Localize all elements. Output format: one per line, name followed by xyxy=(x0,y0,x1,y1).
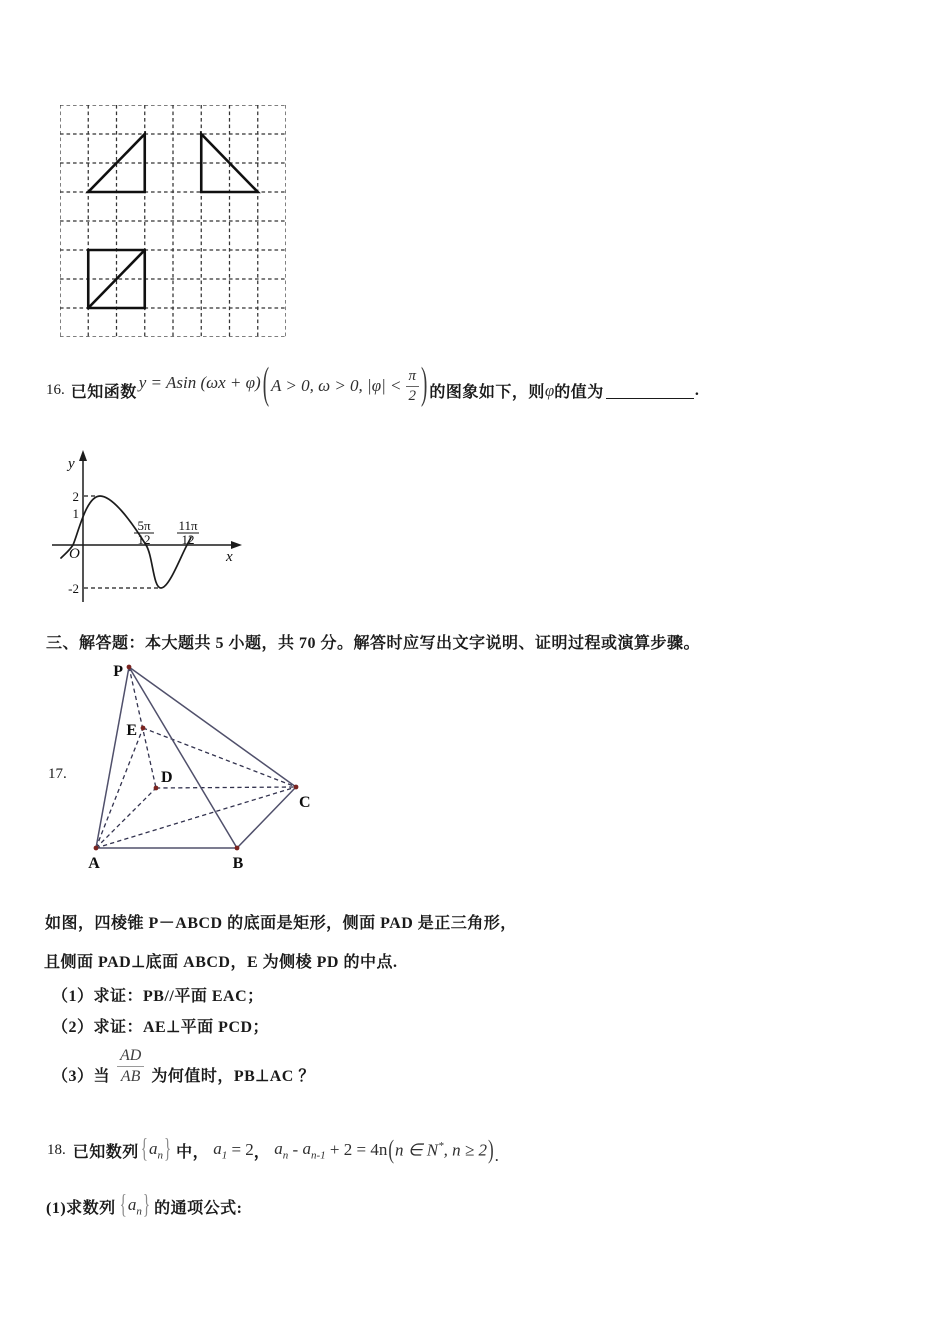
q18-period: . xyxy=(494,1146,499,1165)
q17-item-3-post: 为何值时，PB⊥AC ？ xyxy=(151,1068,315,1085)
fraction-denominator: AB xyxy=(120,1068,141,1085)
x-tick1-denominator: 12 xyxy=(137,532,151,547)
x-tick1-numerator: 5π xyxy=(137,518,151,533)
recurrence-a-n-1 xyxy=(302,1139,325,1161)
y-tick-2: 2 xyxy=(72,489,79,504)
vertex-dot-d xyxy=(154,786,159,791)
q18-mid: 中， xyxy=(176,1143,210,1161)
fraction-numerator: AD xyxy=(120,1047,142,1064)
a1-base: a xyxy=(213,1138,222,1158)
fraction-pi-over-2 xyxy=(406,369,420,404)
r-b: a xyxy=(302,1138,311,1158)
vertex-label-b: B xyxy=(232,855,244,872)
q16-phi-symbol: φ xyxy=(544,380,555,400)
question-16 xyxy=(46,360,699,412)
question-16-number: 16. xyxy=(46,382,65,398)
vertex-dot-e xyxy=(141,726,146,731)
edge-ae xyxy=(96,728,143,848)
section-heading: 三、解答题：本大题共 5 小题，共 70 分。解答时应写出文字说明、证明过程或演算步骤。 xyxy=(46,635,701,652)
answer-blank xyxy=(606,383,694,399)
seq-a-n xyxy=(128,1195,142,1217)
x-tick2-denominator: 12 xyxy=(181,532,195,547)
recurrence-rest: + 2 = 4n xyxy=(325,1140,388,1159)
q16-after-text-2: 的值为 xyxy=(554,384,604,401)
q17-statement-line-1: 如图，四棱锥 P－ABCD 的底面是矩形，侧面 PAD 是正三角形， xyxy=(45,915,517,932)
q16-conditions: A > 0, ω > 0, |φ| < xyxy=(271,376,402,395)
question-18-number: 18. xyxy=(47,1141,66,1158)
seq-a-sub: n xyxy=(136,1205,142,1218)
r-a: a xyxy=(274,1138,283,1158)
vertex-label-d: D xyxy=(161,769,173,786)
a1-sub: 1 xyxy=(221,1149,228,1162)
vertex-label-a: A xyxy=(88,855,100,872)
edge-pc xyxy=(129,667,296,787)
brace-close: } xyxy=(142,1190,151,1220)
question-17-number: 17. xyxy=(48,766,67,782)
brace-open: { xyxy=(140,1134,148,1164)
y-tick-1: 1 xyxy=(72,506,79,521)
fraction-numerator: π xyxy=(408,367,417,384)
vertex-label-e: E xyxy=(126,722,137,739)
recurrence-a-n xyxy=(274,1139,288,1161)
q16-after-text: 的图象如下，则 xyxy=(429,384,545,401)
q18-comma: ， xyxy=(253,1143,271,1161)
pyramid-figure xyxy=(80,655,325,890)
question-18 xyxy=(47,1128,499,1172)
a1-equals: = 2 xyxy=(227,1140,254,1159)
square-with-diagonal xyxy=(88,250,145,308)
seq-a-n xyxy=(149,1139,163,1161)
term-a1 xyxy=(213,1139,227,1161)
origin-label: O xyxy=(69,546,80,562)
edge-dc xyxy=(156,787,296,788)
y-tick-neg2: -2 xyxy=(68,581,79,596)
paren-close: ) xyxy=(421,360,428,410)
brace-close: } xyxy=(163,1134,172,1164)
question-16-lead: 已知函数 xyxy=(70,384,137,401)
vertex-label-p: P xyxy=(113,663,123,680)
brace-open: { xyxy=(119,1190,127,1220)
fraction-ad-over-ab xyxy=(117,1048,144,1085)
x-tick2-numerator: 11π xyxy=(178,518,198,533)
q18-sub1-post: 的通项公式: xyxy=(154,1199,243,1217)
q17-item-2: （2）求证：AE⊥平面 PCD； xyxy=(52,1019,270,1036)
vertex-label-c: C xyxy=(299,794,311,811)
x-axis-label: x xyxy=(226,549,233,565)
vertex-dot-a xyxy=(94,846,99,851)
cond-star: * xyxy=(438,1139,444,1152)
grid-figure xyxy=(60,105,286,337)
q17-item-1: （1）求证：PB//平面 EAC； xyxy=(52,988,264,1005)
seq-a-sub: n xyxy=(157,1149,163,1162)
q17-statement-line-2: 且侧面 PAD⊥底面 ABCD，E 为侧棱 PD 的中点. xyxy=(44,954,398,971)
condition-n-in-N xyxy=(395,1140,487,1161)
sine-graph-figure xyxy=(50,448,245,610)
sine-curve xyxy=(61,496,191,588)
q16-formula-main: y = Asin (ωx + φ) xyxy=(138,373,261,392)
vertex-dot-b xyxy=(235,846,240,851)
paren-open: ( xyxy=(262,360,270,410)
paren-close: ) xyxy=(488,1134,494,1164)
cond-base: n ∈ N xyxy=(395,1140,439,1160)
y-axis-label: y xyxy=(68,456,75,472)
seq-a: a xyxy=(127,1194,137,1214)
paren-open: ( xyxy=(388,1134,394,1164)
x-axis-arrowhead-icon xyxy=(231,541,242,549)
cond-rest: , n ≥ 2 xyxy=(443,1140,487,1160)
recurrence-minus: - xyxy=(288,1140,303,1159)
q18-sub1-pre: (1)求数列 xyxy=(46,1199,116,1217)
q18-lead: 已知数列 xyxy=(72,1143,139,1161)
vertex-dot-c xyxy=(294,785,299,790)
vertex-dot-p xyxy=(127,665,132,670)
q16-period: . xyxy=(694,381,700,399)
q18-subquestion-1 xyxy=(46,1188,242,1224)
r-a-sub: n xyxy=(282,1149,289,1162)
q17-item-3 xyxy=(52,1042,315,1086)
r-b-sub: n-1 xyxy=(310,1149,326,1162)
seq-a: a xyxy=(148,1138,158,1158)
q17-item-3-pre: （3）当 xyxy=(52,1068,111,1085)
fraction-denominator: 2 xyxy=(408,387,417,404)
y-axis-arrowhead-icon xyxy=(79,450,87,461)
